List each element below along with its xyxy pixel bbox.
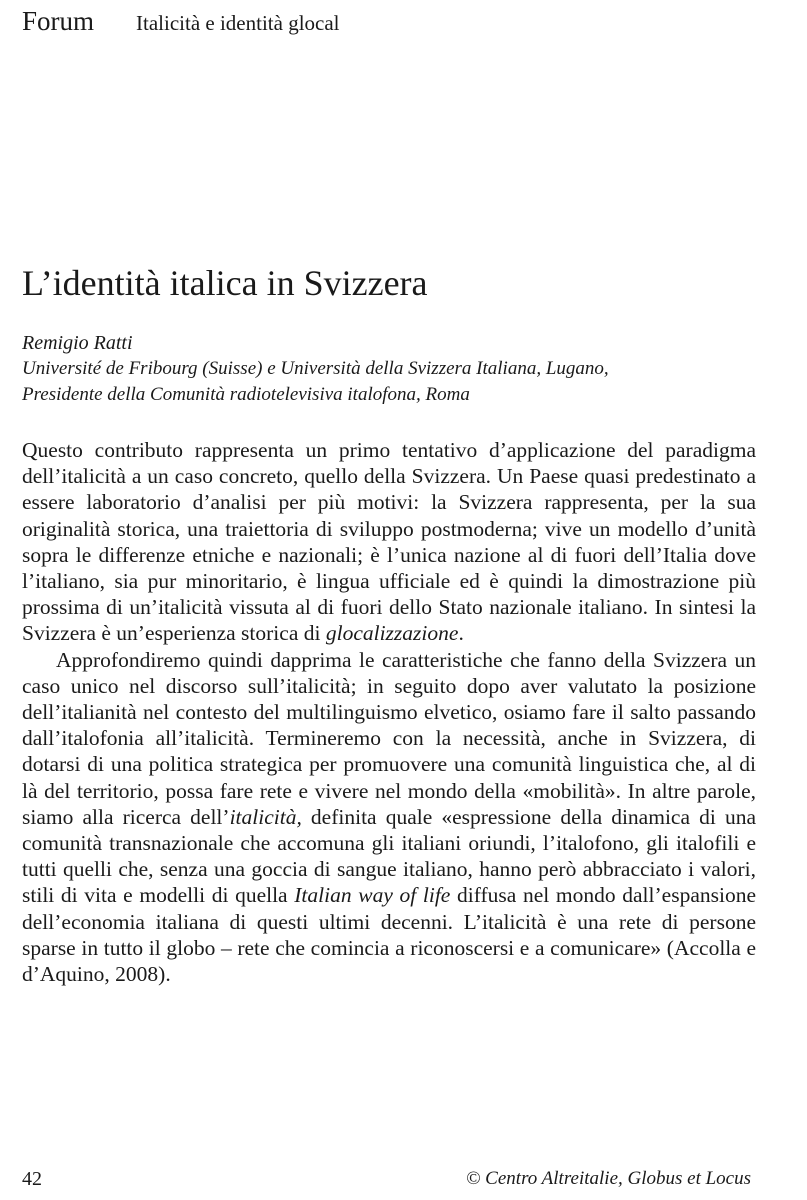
paragraph-1-italic-term: glocalizzazione (325, 621, 459, 646)
paragraph-2-italic-2: Italian way of life (294, 883, 451, 908)
affiliation-line-2: Presidente della Comunità radiotelevisiva italofona, Roma (22, 384, 470, 405)
page-number: 42 (22, 1168, 42, 1190)
running-head-section: Forum (22, 6, 95, 36)
byline (22, 330, 762, 408)
paragraph-2-italic-1: italicità, (229, 804, 302, 829)
paragraph-2-part-3: diffusa nel mondo dall’espansione dell’economia italiana di questi ultimi decenni. L’italicità è una rete di persone sparse in tutto il globo – rete che comincia a riconoscersi e a comunicare» (Accolla e d’Aquino, 2008). (22, 883, 756, 987)
paragraph-2-part-2: definita quale «espressione della dinamica di una comunità transnazionale che accomuna gli italiani oriundi, l’italofono, gli italofili e tutti quelli che, senza una goccia di sangue italiano, hanno però abbracciato i valori, stili di vita e modelli di quella (22, 804, 756, 908)
paragraph-2-part-1: Approfondiremo quindi dapprima le caratteristiche che fanno della Svizzera un caso unico nel discorso sull’italicità; in seguito dopo aver valutato la posizione dell’italianità nel contesto del multilinguismo elvetico, osiamo fare il salto passando dall’italofonia all’italicità. Termineremo con la necessità, anche in Svizzera, di dotarsi di una politica strategica per promuovere una comunità linguistica che, al di là del territorio, possa fare rete e vivere nel mondo della «mobilità». In altre parole, siamo alla ricerca dell’ (22, 647, 756, 829)
affiliation-line-1: Université de Fribourg (Suisse) e Università della Svizzera Italiana, Lugano, (22, 358, 609, 379)
paragraph-2 (22, 647, 756, 988)
copyright-notice: © Centro Altreitalie, Globus et Locus (466, 1168, 751, 1189)
running-head (22, 6, 340, 37)
article-title: L’identità italica in Svizzera (22, 263, 428, 303)
article-body (22, 437, 756, 987)
paragraph-1-text: Questo contributo rappresenta un primo tentativo d’applicazione del paradigma dell’italicità a un caso concreto, quello della Svizzera. Un Paese quasi predestinato a essere laboratorio d’analisi per più motivi: la Svizzera rappresenta, per la sua originalità storica, una traiettoria di sviluppo postmoderna; vive un modello d’unità sopra le differenze etniche e nazionali; è l’unica nazione al di fuori dell’Italia dove l’italiano, sia pur minoritario, è lingua ufficiale ed è quindi la dimostrazione più prossima di un’italicità vissuta al di fuori dello Stato nazionale italiano. In sintesi la Svizzera è un’esperienza storica di (22, 438, 756, 646)
paragraph-1-end: . (458, 621, 464, 646)
running-head-title: Italicità e identità glocal (136, 11, 340, 35)
paragraph-1 (22, 437, 756, 647)
author-name: Remigio Ratti (22, 332, 133, 354)
